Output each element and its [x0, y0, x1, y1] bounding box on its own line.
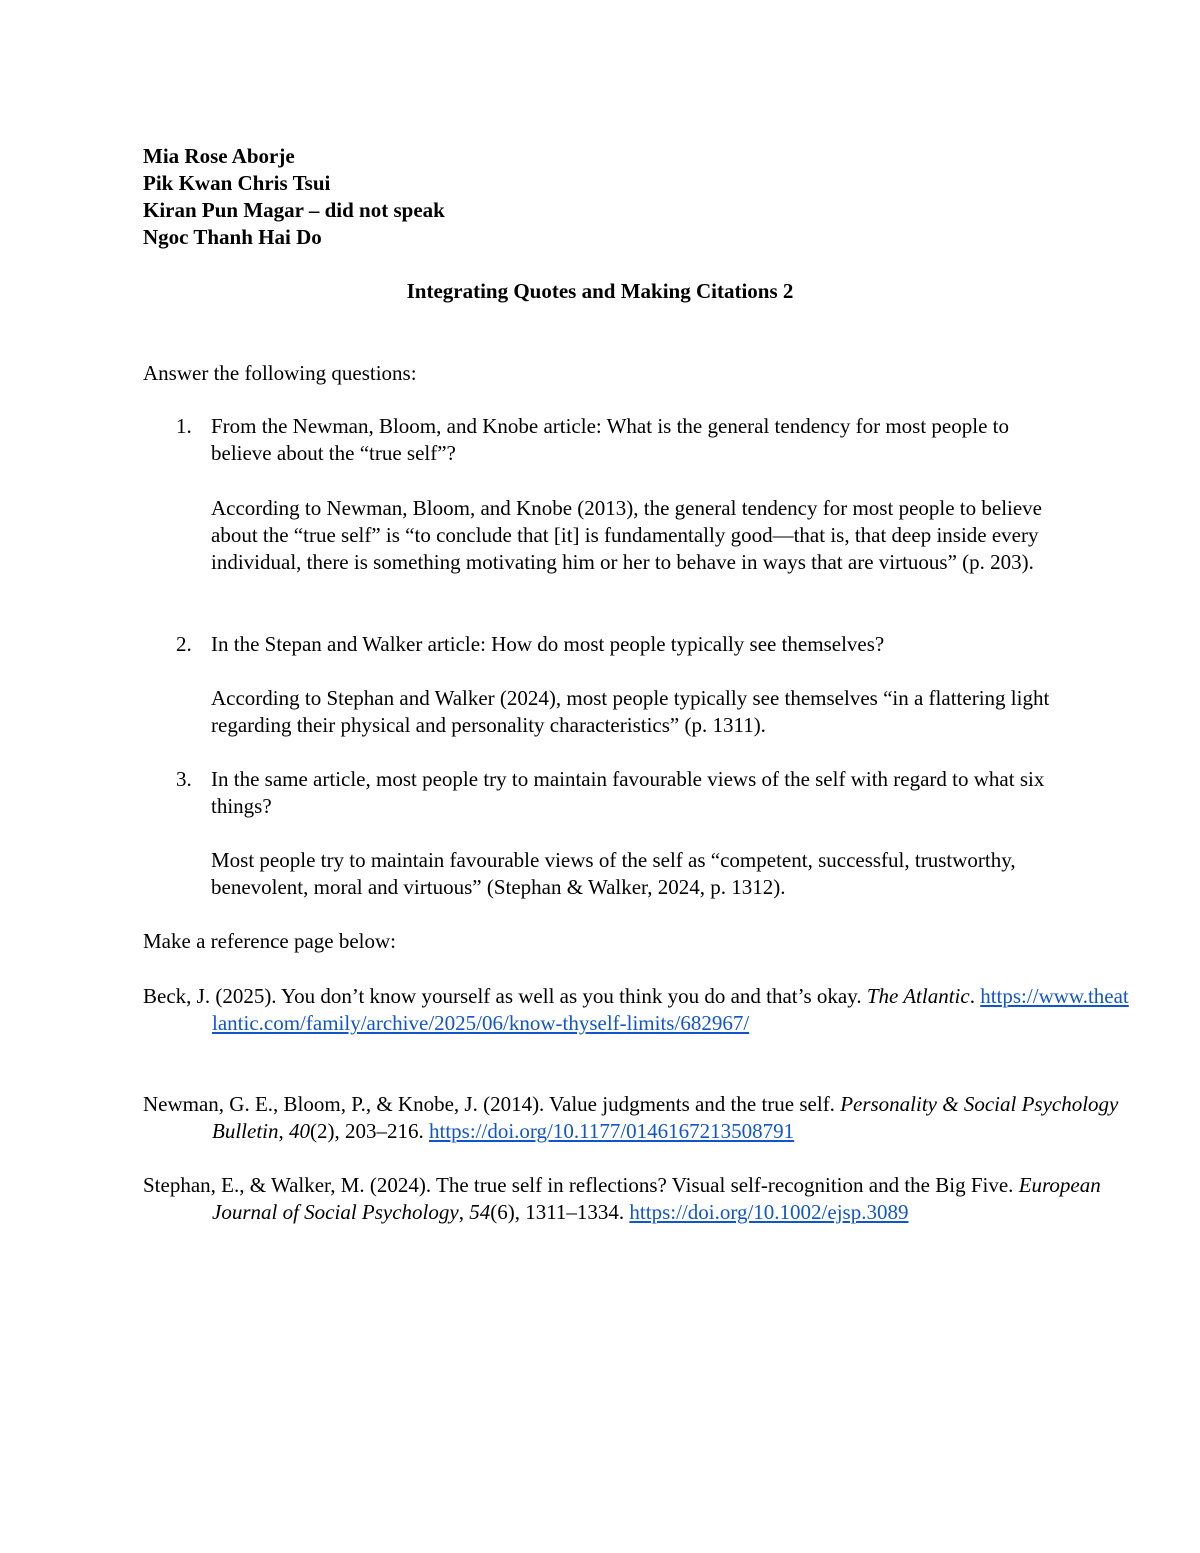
- reference-text: Stephan, E., & Walker, M. (2024). The true self in reflections? Visual self-recognition and the Big Five.: [143, 1173, 1019, 1197]
- question-number: 3.: [176, 767, 192, 791]
- answer-text: Most people try to maintain favourable views of the self as “competent, successful, trustworthy, benevolent, moral and virtuous” (Stephan & Walker, 2024, p. 1312).: [211, 848, 1016, 899]
- question-text: From the Newman, Bloom, and Knobe article: What is the general tendency for most people to believe about the “true self”?: [211, 414, 1009, 465]
- reference-text: (2), 203–216.: [310, 1119, 429, 1143]
- reference-text: ,: [278, 1119, 289, 1143]
- reference-entry: [143, 1172, 1132, 1226]
- reference-volume: 54: [469, 1200, 491, 1224]
- author-name: Pik Kwan Chris Tsui: [143, 171, 331, 195]
- reference-source: Personality & Social Psychology Bulletin: [212, 1092, 1119, 1143]
- reference-text: ,: [458, 1200, 470, 1224]
- author-name: Kiran Pun Magar – did not speak: [143, 198, 445, 222]
- document-title: Integrating Quotes and Making Citations 2: [406, 279, 794, 303]
- reference-text: (6), 1311–1334.: [490, 1200, 630, 1224]
- reference-source: The Atlantic: [866, 984, 970, 1008]
- author-name: Mia Rose Aborje: [143, 144, 295, 168]
- reference-entry: [143, 983, 1132, 1037]
- instruction-text: Answer the following questions:: [143, 361, 417, 385]
- question-number: 2.: [176, 632, 192, 656]
- question-text: In the Stepan and Walker article: How do most people typically see themselves?: [211, 632, 885, 656]
- question-text: In the same article, most people try to maintain favourable views of the self with regard to what six things?: [211, 767, 1045, 818]
- reference-volume: 40: [289, 1119, 310, 1143]
- author-name: Ngoc Thanh Hai Do: [143, 225, 322, 249]
- reference-text: .: [969, 984, 981, 1008]
- question-number: 1.: [176, 414, 192, 438]
- reference-link[interactable]: https://doi.org/10.1177/0146167213508791: [429, 1119, 795, 1143]
- answer-text: According to Newman, Bloom, and Knobe (2013), the general tendency for most people to believe about the “true self” is “to conclude that [it] is fundamentally good—that is, that deep inside every individual, there is something motivating him or her to behave in ways that are virtuous” (p. 203).: [211, 496, 1043, 574]
- reference-text: Beck, J. (2025). You don’t know yourself as well as you think you do and that’s okay.: [143, 984, 867, 1008]
- reference-link[interactable]: https://doi.org/10.1002/ejsp.3089: [629, 1200, 909, 1224]
- reference-entry: [143, 1091, 1132, 1145]
- answer-text: According to Stephan and Walker (2024), most people typically see themselves “in a flattering light regarding their physical and personality characteristics” (p. 1311).: [211, 686, 1050, 737]
- reference-heading: Make a reference page below:: [143, 929, 397, 953]
- reference-text: Newman, G. E., Bloom, P., & Knobe, J. (2014). Value judgments and the true self.: [143, 1092, 841, 1116]
- reference-link[interactable]: https://www.theatlantic.com/family/archive/2025/06/know-thyself-limits/682967/: [212, 984, 1129, 1035]
- reference-source: European Journal of Social Psychology: [212, 1173, 1101, 1224]
